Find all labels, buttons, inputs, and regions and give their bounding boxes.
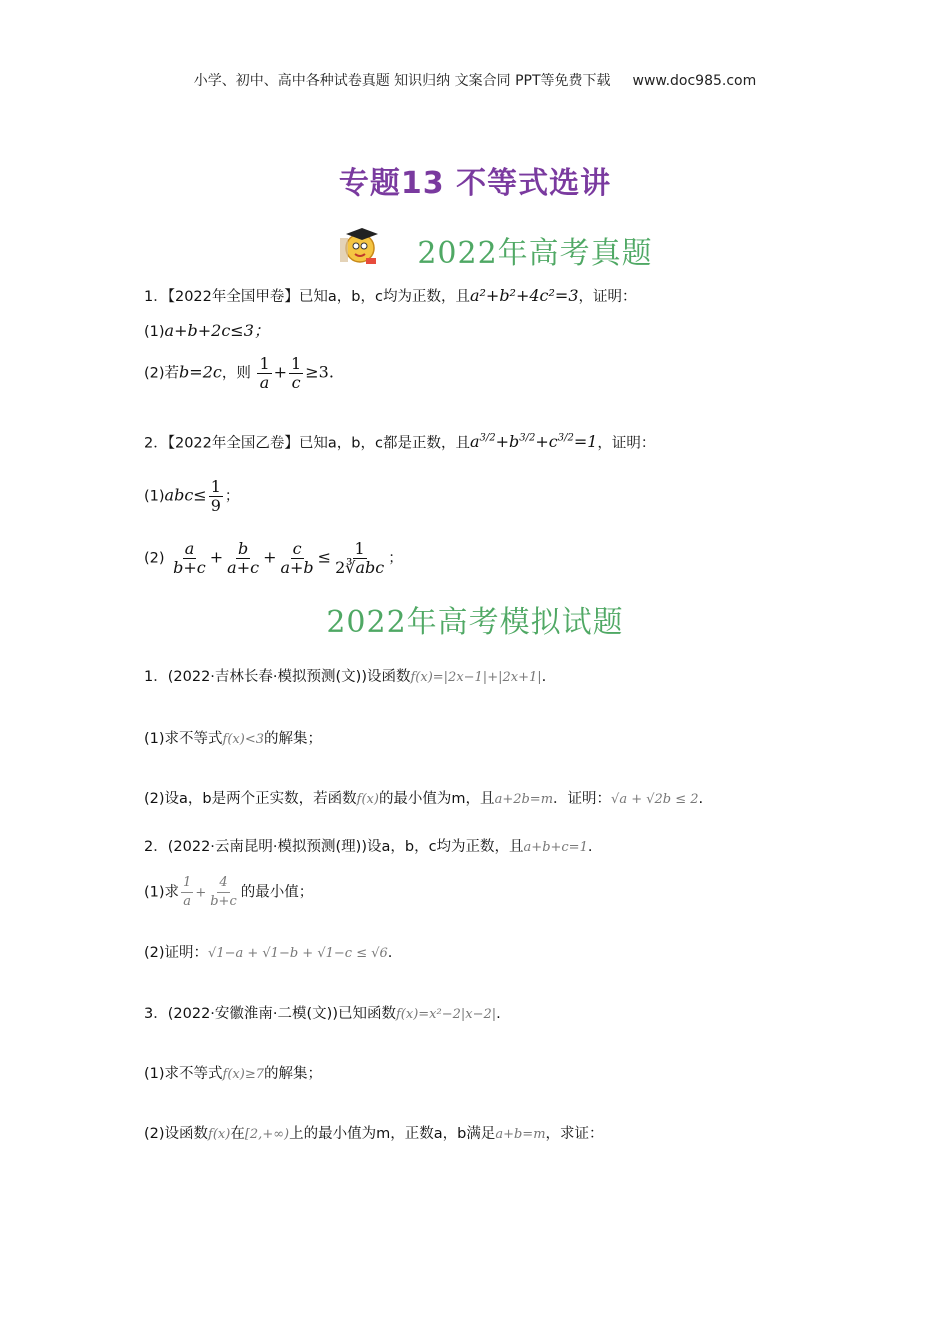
- mock-problem-2: 2．(2022·云南昆明·模拟预测(理))设a，b，c均为正数，且a+b+c=1.: [144, 839, 593, 855]
- problem-1: 1．【2022年全国甲卷】已知a，b，c均为正数，且a²+b²+4c²=3，证明：: [144, 286, 637, 305]
- problem-2-part-1: (1)abc≤ $\frac{1}{9}$ ；: [144, 477, 240, 515]
- mock-problem-3-part-2: (2)设函数f(x)在[2,+∞)上的最小值为m，正数a，b满足a+b=m，求证：: [144, 1126, 604, 1142]
- mock-problem-3: 3．(2022·安徽淮南·二模(文))已知函数f(x)=x²−2|x−2|.: [144, 1006, 501, 1022]
- mock-problem-2-part-1: (1)求 $\frac{1}{a}$ + $\frac{4}{b+c}$ 的最小值；: [144, 875, 314, 909]
- problem-2: 2．【2022年全国乙卷】已知a，b，c都是正数，且$a^{3/2}+b^{3/2}+c^{3/2}=1$，证明：: [144, 432, 656, 452]
- condition-math: $a^{3/2}+b^{3/2}+c^{3/2}=1$: [469, 432, 598, 452]
- mock-problem-1-part-1: (1)求不等式f(x)<3的解集；: [144, 731, 322, 747]
- mock-problem-3-part-1: (1)求不等式f(x)≥7的解集；: [144, 1066, 322, 1082]
- page-header: [0, 70, 950, 90]
- condition-math: a²+b²+4c²=3: [469, 286, 579, 305]
- mock-problem-2-part-2: (2)证明：√1−a + √1−b + √1−c ≤ √6.: [144, 945, 393, 961]
- mock-problem-1-part-2: (2)设a，b是两个正实数，若函数f(x)的最小值为m，且a+2b=m．证明：√a + √2b ≤ 2.: [144, 791, 704, 807]
- problem-2-part-2: (2) $\frac{a}{b+c}$ + $\frac{b}{a+c}$ + $\frac{c}{a+b}$ ≤ $\frac{1}{\text{2∛abc}}$ ；: [144, 539, 403, 577]
- page-title: 专题13 不等式选讲: [338, 166, 612, 201]
- header-text: 小学、初中、高中各种试卷真题 知识归纳 文案合同 PPT等免费下载: [193, 73, 611, 89]
- mock-problem-1: 1．(2022·吉林长春·模拟预测(文))设函数f(x)=|2x−1|+|2x+1|.: [144, 669, 547, 685]
- problem-1-part-2: (2)若b=2c，则 $\frac{1}{a}$ + $\frac{1}{c}$ ≥3.: [144, 354, 334, 392]
- problem-1-part-1: (1)a+b+2c≤3；: [144, 321, 270, 340]
- header-url[interactable]: www.doc985.com: [632, 73, 757, 89]
- section-heading-real-exams: 2022年高考真题: [417, 236, 653, 271]
- section-heading-mock-exams: 2022年高考模拟试题: [326, 605, 624, 640]
